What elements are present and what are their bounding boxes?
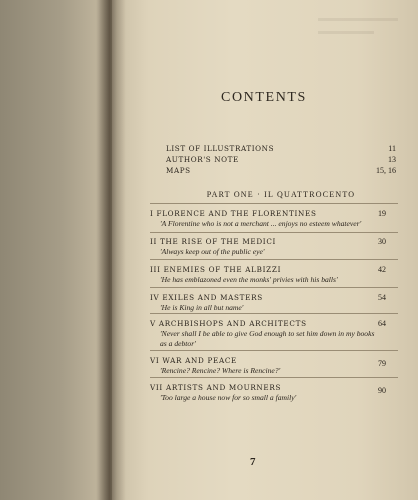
chapter-epigraph: 'Always keep out of the public eye' <box>160 247 265 256</box>
front-matter-item <box>166 154 396 165</box>
chapter-heading: I FLORENCE AND THE FLORENTINES <box>150 209 317 218</box>
front-matter-item <box>166 165 396 176</box>
chapter-page: 42 <box>378 265 386 274</box>
chapter-page: 30 <box>378 237 386 246</box>
chapter-page: 79 <box>378 359 386 368</box>
chapter-entry <box>150 236 398 257</box>
front-matter-label: LIST OF ILLUSTRATIONS <box>166 144 275 153</box>
front-matter-item <box>166 143 396 154</box>
page-title: CONTENTS <box>221 90 307 105</box>
divider <box>150 377 398 378</box>
front-matter-label: AUTHOR'S NOTE <box>166 155 239 164</box>
front-matter-page: 13 <box>388 155 396 164</box>
chapter-heading: V ARCHBISHOPS AND ARCHITECTS <box>150 319 307 328</box>
chapter-page: 19 <box>378 209 386 218</box>
show-through-text <box>318 8 398 68</box>
divider <box>150 259 398 260</box>
chapter-epigraph: 'Never shall I be able to give God enough to set him down in my books as a debtor' <box>160 329 375 348</box>
chapter-page: 54 <box>378 293 386 302</box>
chapter-entry <box>150 292 398 313</box>
chapter-entry <box>150 208 398 229</box>
chapter-page: 90 <box>378 386 386 395</box>
chapter-entry <box>150 355 398 376</box>
front-matter-page: 11 <box>388 144 396 153</box>
chapter-epigraph: 'A Florentine who is not a merchant ... enjoys no esteem whatever' <box>160 219 362 228</box>
chapter-heading: VI WAR AND PEACE <box>150 356 237 365</box>
chapter-heading: III ENEMIES OF THE ALBIZZI <box>150 265 282 274</box>
chapter-entry <box>150 318 398 349</box>
chapter-entry <box>150 264 398 285</box>
chapter-heading: IV EXILES AND MASTERS <box>150 293 263 302</box>
divider <box>150 232 398 233</box>
chapter-page: 64 <box>378 319 386 328</box>
chapter-epigraph: 'Rencine? Rencine? Where is Rencine?' <box>160 366 281 375</box>
front-matter-page: 15, 16 <box>376 166 396 175</box>
front-matter-label: MAPS <box>166 166 191 175</box>
part-heading: PART ONE · IL QUATTROCENTO <box>206 190 356 199</box>
chapter-entry <box>150 382 398 403</box>
book-gutter <box>96 0 126 500</box>
chapter-epigraph: 'He is King in all but name' <box>160 303 244 312</box>
chapter-heading: VII ARTISTS AND MOURNERS <box>150 383 282 392</box>
chapter-epigraph: 'Too large a house now for so small a family' <box>160 393 297 402</box>
chapter-epigraph: 'He has emblazoned even the monks' privies with his balls' <box>160 275 338 284</box>
divider <box>150 287 398 288</box>
page-number: 7 <box>250 456 256 468</box>
divider <box>150 203 398 204</box>
divider <box>150 350 398 351</box>
divider <box>150 313 398 314</box>
front-matter-list <box>166 143 396 176</box>
chapter-heading: II THE RISE OF THE MEDICI <box>150 237 277 246</box>
